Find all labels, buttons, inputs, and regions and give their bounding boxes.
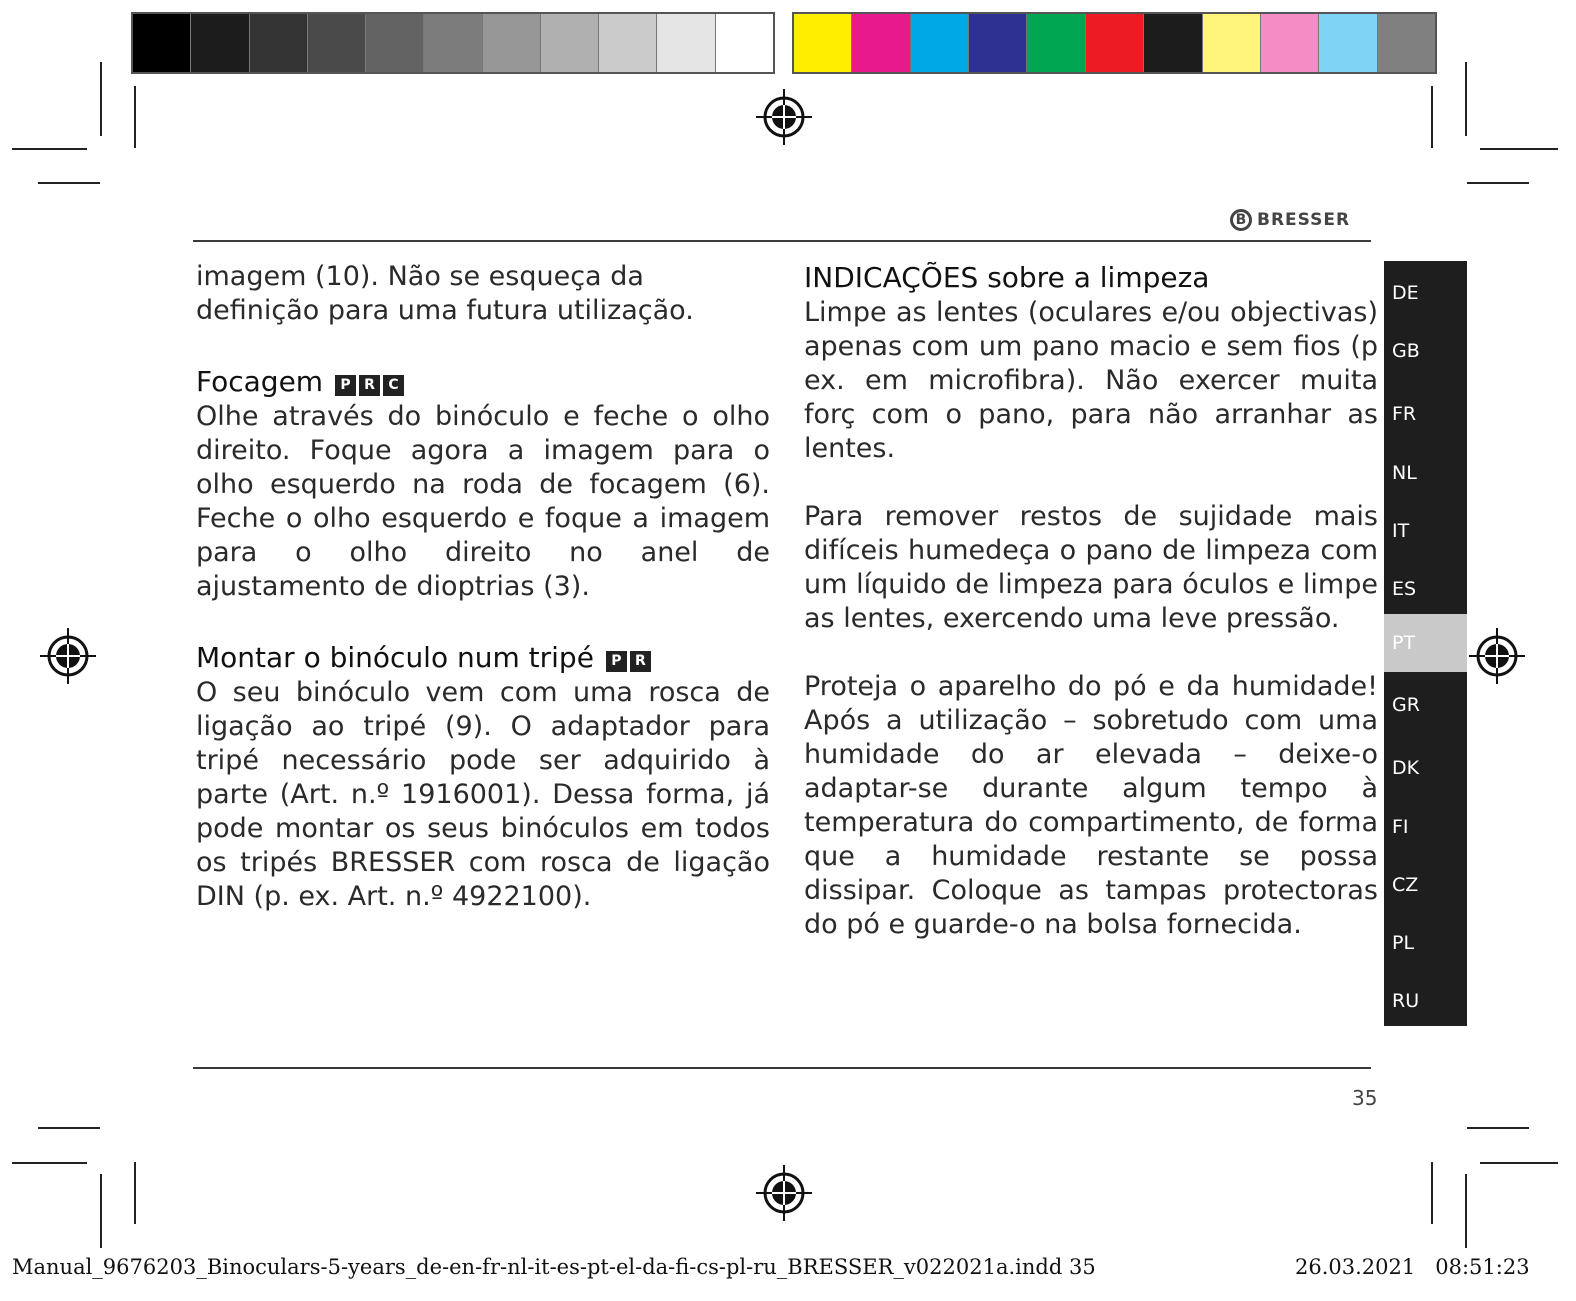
color-swatch — [1027, 14, 1085, 72]
color-swatch — [1261, 14, 1319, 72]
cleaning-paragraph-1: Limpe as lentes (oculares e/ou objectivas) apenas com um pano macio e sem fios (p ex. em microfibra). Não exercer muita forç com o pano, para não arranhar as lentes. — [804, 297, 1378, 464]
right-column — [804, 260, 1378, 942]
registration-mark-right — [1469, 628, 1525, 684]
focus-heading-text: Focagem — [196, 365, 324, 398]
language-tab-nl: NL — [1392, 462, 1417, 484]
language-tab-pl: PL — [1392, 932, 1415, 954]
registration-mark-left — [40, 628, 96, 684]
color-swatch — [794, 14, 852, 72]
language-tabs — [1384, 261, 1467, 1026]
gray-swatch — [191, 14, 249, 72]
header-rule — [193, 240, 1371, 242]
focus-badge-p: P — [335, 375, 356, 396]
color-swatch — [1319, 14, 1377, 72]
color-swatch — [1203, 14, 1261, 72]
cleaning-heading: INDICAÇÕES sobre a limpeza — [804, 261, 1210, 294]
bresser-logo — [1230, 204, 1350, 236]
left-column — [196, 260, 770, 914]
color-swatch — [1378, 14, 1435, 72]
footer-date-time: 26.03.2021 08:51:23 — [1295, 1255, 1530, 1279]
gray-swatch — [716, 14, 773, 72]
tripod-badge-p: P — [606, 651, 627, 672]
language-tab-de: DE — [1392, 282, 1419, 304]
gray-swatch — [250, 14, 308, 72]
bresser-logo-text: BRESSER — [1257, 210, 1351, 230]
gray-swatch — [366, 14, 424, 72]
color-swatch — [1086, 14, 1144, 72]
language-tab-fi: FI — [1392, 816, 1409, 838]
focus-badge-c: C — [383, 375, 404, 396]
gray-swatch — [424, 14, 482, 72]
grayscale-calibration-bar — [131, 12, 775, 74]
color-swatch — [852, 14, 910, 72]
gray-swatch — [541, 14, 599, 72]
language-tab-pt: PT — [1384, 614, 1467, 672]
gray-swatch — [599, 14, 657, 72]
color-swatch — [911, 14, 969, 72]
bresser-logo-icon: B — [1230, 209, 1252, 231]
cleaning-paragraph-3: Proteja o aparelho do pó e da humidade! Após a utilização – sobretudo com uma humidade do ar elevada – deixe-o adaptar-se durante algum tempo à temperatura do compartimento, de forma que a humidade restante se possa dissipar. Coloque as tampas protectoras do pó e guarde-o na bolsa fornecida. — [804, 671, 1378, 940]
language-tab-cz: CZ — [1392, 874, 1419, 896]
tripod-paragraph: O seu binóculo vem com uma rosca de ligação ao tripé (9). O adaptador para tripé necessário pode ser adquirido à parte (Art. n.º 1916001). Dessa forma, já pode montar os seus binóculos em todos os tripés BRESSER com rosca de ligação DIN (p. ex. Art. n.º 4922100). — [196, 677, 770, 912]
focus-badge-r: R — [359, 375, 380, 396]
language-tab-it: IT — [1392, 520, 1410, 542]
gray-swatch — [657, 14, 715, 72]
language-tab-gr: GR — [1392, 694, 1420, 716]
focus-heading — [196, 364, 770, 400]
tripod-heading-text: Montar o binóculo num tripé — [196, 641, 594, 674]
color-calibration-bar — [792, 12, 1437, 74]
color-swatch — [969, 14, 1027, 72]
registration-mark-bottom — [756, 1165, 812, 1221]
footer-file-name: Manual_9676203_Binoculars-5-years_de-en-fr-nl-it-es-pt-el-da-fi-cs-pl-ru_BRESSER_v022021a.indd 35 — [12, 1255, 1096, 1279]
language-tab-fr: FR — [1392, 403, 1417, 425]
page-number: 35 — [1352, 1086, 1378, 1110]
focus-paragraph: Olhe através do binóculo e feche o olho direito. Foque agora a imagem para o olho esquerdo na roda de focagem (6). Feche o olho esquerdo e foque a imagem para o olho direito no anel de ajustamento de dioptrias (3). — [196, 401, 770, 602]
language-tab-ru: RU — [1392, 990, 1420, 1012]
footer-rule — [193, 1067, 1371, 1069]
language-tab-es: ES — [1392, 578, 1417, 600]
intro-paragraph: imagem (10). Não se esqueça da definição para uma futura utilização. — [196, 261, 694, 326]
color-swatch — [1144, 14, 1202, 72]
tripod-heading — [196, 640, 770, 676]
gray-swatch — [483, 14, 541, 72]
language-tab-dk: DK — [1392, 757, 1420, 779]
registration-mark-top — [756, 89, 812, 145]
gray-swatch — [308, 14, 366, 72]
cleaning-paragraph-2: Para remover restos de sujidade mais difíceis humedeça o pano de limpeza com um líquido de limpeza para óculos e limpe as lentes, exercendo uma leve pressão. — [804, 501, 1378, 634]
gray-swatch — [133, 14, 191, 72]
tripod-badge-r: R — [630, 651, 651, 672]
language-tab-gb: GB — [1392, 340, 1420, 362]
